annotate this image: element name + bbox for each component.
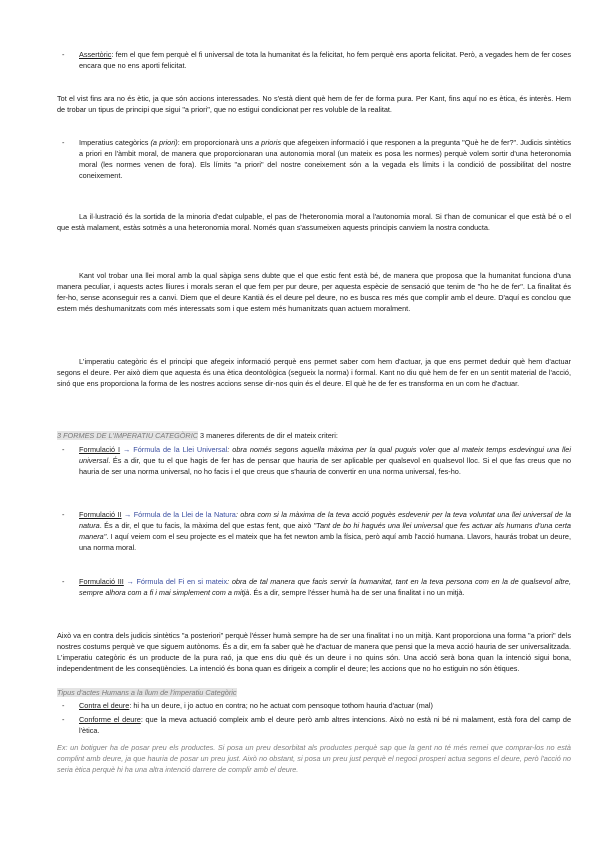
heading-3-formes-subtitle: 3 maneres diferents de dir el mateix criteri: [198, 431, 338, 440]
paragraph-example: Ex: un botiguer ha de posar preu els productes. Si posa un preu desorbitat als productes perquè sap que la gent no té més remei que comprar-los no està complint amb deure, ja que hauria de posar un preu just. Això no obstant, si posa un preu just perquè el negoci prosperi actua segons el deure, però l'acció no seria ètica perquè hi ha una altra intenció darrere de complir amb el deure. [57, 743, 571, 774]
conforme-deure-text: : que la meva actuació compleix amb el deure però amb altres intencions. Això no està ni bé ni malament, està fora del camp de l'ètica. [79, 715, 572, 735]
bullet-dash: - [62, 715, 65, 724]
heading-tipus-actes-text: Tipus d'actes Humans a la llum de l'imperatiu Categòric [57, 688, 237, 697]
heading-3-formes-title: 3 FORMES DE L'IMPERATIU CATEGÒRIC [57, 431, 198, 440]
formulacio-3-text: . És a dir, sempre l'ésser humà ha de ser una finalitat i no un mitjà. [249, 588, 465, 597]
bullet-dash: - [62, 445, 65, 454]
formulacio-3-italic: : obra de tal manera que facis servir la humanitat, tant en la teva persona com en la de qualsevol altre, sempre alhora com a fi i mai simplement com a mitjà [79, 577, 572, 597]
formulacio-2-text2: . I aquí veiem com el seu projecte es el mateix que ha fet newton amb la física, però aquí amb l'acció humana. Llavors, haurás trobat un deure, una norma moral. [79, 532, 571, 552]
conforme-deure-item [79, 714, 571, 736]
categorics-t3: : em proporcionarà uns [177, 138, 256, 147]
heading-3-formes [57, 430, 571, 441]
formulacio-3-item [79, 576, 571, 598]
assertoric-label: Assertòric [79, 50, 112, 59]
formulacio-1-name: Fórmula de la Llei Universal [133, 445, 228, 454]
formulacio-1-text: . És a dir, que tu el que hagis de fer has de pensar que hauria de ser aplicable per qualsevol en qualsevol lloc. Si el que fas creus que no hauria de ser una norma universal, no ho facis i el que creus que s'hauria de convertir en una norma universal, fes-ho. [79, 456, 571, 476]
paragraph-kant-vol: Kant vol trobar una llei moral amb la qual sàpiga sens dubte que el que estic fent està bé, de manera que proposa que la humanitat funciona d'una manera peculiar, i aquests actes lliures i morals seran el que fem per pur deure, per aquesta espècie de sensació que tenim de "ho he de fer". La finalitat és fer-ho, sense aconseguir res a canvi. Diem que el deure Kantià és el deure pel deure, no es busca res més que complir amb el deure. D'aquí es conclou que estem més deshumanitzats com més interessats som i que estem més humanitzats quan actuem moralment. [57, 271, 571, 313]
categorics-t2: (a priori) [150, 138, 178, 147]
bullet-dash: - [62, 577, 65, 586]
bullet-dash: - [62, 50, 65, 59]
categorics-t1: Imperatius categòrics [79, 138, 151, 147]
formulacio-2-name: Fórmula de la Llei de la Natura [133, 510, 236, 519]
contra-deure-item [79, 700, 571, 711]
assertoric-item [79, 49, 571, 71]
formulacio-1-label: Formulació I [79, 445, 121, 454]
paragraph-aixo-va: Això va en contra dels judicis sintètics "a posteriori" perquè l'ésser humà sempre ha de ser una finalitat i no un mitjà. Kant proporciona una forma "a priori" dels nostres costums perquè ve que siguem autònoms. És a dir, em fa saber què he d'actuar de manera que pensi que la meva acció hauria de ser universalitzada. L'imperatiu categòric és un producte de la pura raó, ja que ens diu què és un deure i no quins són. Una acció serà bona quan la intenció sigui bona, independentment de les conseqüències. La intenció és bona quan es dirigeix a complir el deure; les accions que no ho estiguin no són ètiques. [57, 631, 571, 673]
heading-tipus-actes [57, 687, 571, 698]
arrow-icon: → [123, 577, 137, 586]
paragraph-tot-el-vist: Tot el vist fins ara no és ètic, ja que són accions interessades. No s'està dient què hem de fer de forma pura. Per Kant, fins aquí no es ètica, és interès. Hem de trobar un tipus de principi que sigui "a priori", que no estigui condicionat per res voluble de la realitat. [57, 94, 571, 114]
arrow-icon: → [121, 510, 134, 519]
arrow-icon: → [120, 445, 134, 454]
bullet-dash: - [62, 701, 65, 710]
assertoric-text: : fem el que fem perquè el fi universal de tota la humanitat és la felicitat, ho fem perquè ens aporta felicitat. Però, a vegades hem de fer coses encara que no ens aporti felicitat. [79, 50, 571, 70]
categorics-t4: a prioris [255, 138, 282, 147]
bullet-dash: - [62, 138, 65, 147]
formulacio-2-italic1: : obra com si la màxima de la teva acció poguès esdevenir per la teva voluntat una llei universal de la natura [79, 510, 572, 530]
paragraph-illustracio: La il·lustració és la sortida de la minoria d'edat culpable, el pas de l'heteronomia moral a l'autonomia moral. Si t'han de comunicar el que està bé o el que està malament, estàs sotmès a una heteronomia moral. Només quan s'assumeixen aquests principis canviem la nostra conducta. [57, 212, 571, 232]
bullet-dash: - [62, 510, 65, 519]
formulacio-2-label: Formulació II [79, 510, 122, 519]
formulacio-2-text1: . És a dir, el que tu facis, la màxima del que estas fent, que això [99, 521, 314, 530]
formulacio-1-item [79, 444, 571, 477]
categorics-item [79, 137, 571, 181]
categorics-t5: que afegeixen informació i que responen a la pregunta "Què he de fer?". Judicis sintètics a priori en l'àmbit moral, de manera que proporcionaran una autonomia moral (un mateix es posa les normes) perquè volem sortir d'una heteronomia moral (les normes venen de fora). Els límits "a priori" del nostre coneixement són a la vegada els límits i la condició de possibilitat del nostre coneixement. [79, 138, 572, 180]
formulacio-2-italic2: "Tant de bo hi hagués una llei universal que fes actuar als humans d'una certa manera" [79, 521, 571, 541]
conforme-deure-label: Conforme el deure [79, 715, 141, 724]
formulacio-1-italic: : obra només segons aquella màxima per la qual puguis voler que al mateix temps esdevingui una llei universal [79, 445, 571, 465]
formulacio-2-item [79, 509, 571, 553]
contra-deure-text: : hi ha un deure, i jo actuo en contra; no he actuat com pensoque tothom hauria d'actuar (mal) [129, 701, 433, 710]
formulacio-3-name: Fórmula del Fi en si mateix [136, 577, 228, 586]
formulacio-3-label: Formulació III [79, 577, 124, 586]
paragraph-imperatiu: L'imperatiu categòric és el principi que afegeix informació perquè ens permet saber com hem d'actuar, ja que ens permet deduir què hem d'actuar segons el deure. Per això diem que aquesta és una ètica deontològica (segueix la norma) i formal. Kant no diu què hem de fer en un sentit material de l'acció, sinó que ens proporciona la forma de les nostres accions sense dir-nos quin és el deure. El què he de fer es transforma en un com he d'actuar. [57, 357, 571, 388]
contra-deure-label: Contra el deure [79, 701, 130, 710]
